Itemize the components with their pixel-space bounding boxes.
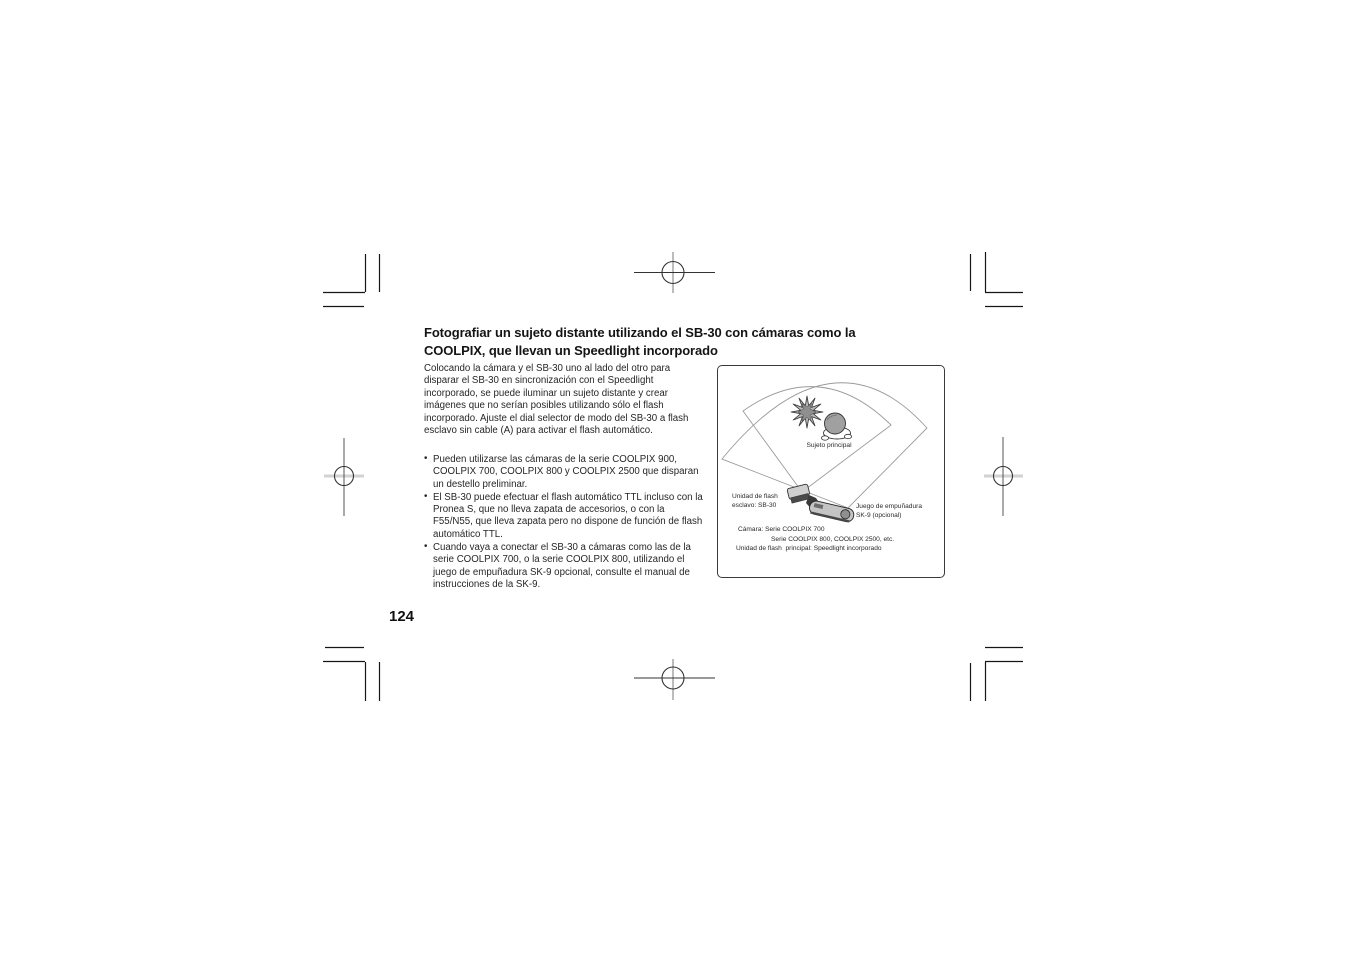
bullet-list [424, 454, 707, 592]
crop-mark-bottom-left [323, 648, 380, 702]
bullet-text: Cuando vaya a conectar el SB-30 a cámaras como las de la serie COOLPIX 700, o la serie COOLPIX 800, utilizando el juego de empuñadura SK-9 opcional, consulte el manual de instrucciones de la SK-9. [433, 542, 691, 590]
intro-paragraph: Colocando la cámara y el SB-30 uno al lado del otro para disparar el SB-30 en sincronización con el Speedlight incorporado, se puede iluminar un sujeto distante y crear imágenes que no serían posibles utilizando sólo el flash incorporado. Ajuste el dial selector de modo del SB-30 a flash esclavo sin cable (A) para activar el flash automático. [424, 363, 689, 437]
crop-mark-top-right [971, 252, 1024, 307]
bullet-text: El SB-30 puede efectuar el flash automático TTL incluso con la Pronea S, que no lleva zapata de accesorios, o con la F55/N55, que lleva zapata pero no dispone de función de flash automático TTL. [433, 491, 703, 540]
figure-label-slave-flash: Unidad de flash esclavo: SB-30 [732, 493, 778, 510]
bullet-icon: • [424, 453, 428, 464]
registration-mark-left-icon [324, 438, 364, 516]
subject-ball-icon [825, 413, 846, 434]
subject-foot-icon [821, 436, 828, 440]
list-item [424, 454, 707, 491]
page-title-line2: COOLPIX, que llevan un Speedlight incorporado [424, 342, 718, 358]
page-number: 124 [389, 608, 415, 625]
subject-foot-icon [844, 434, 851, 438]
bullet-text: Pueden utilizarse las cámaras de la serie COOLPIX 900, COOLPIX 700, COOLPIX 800 y COOLPIX 2500 que disparan un destello preliminar. [433, 454, 699, 490]
page-title [424, 324, 924, 359]
bullet-icon: • [424, 490, 428, 502]
registration-mark-top-icon [634, 252, 715, 293]
registration-mark-right-icon [984, 437, 1023, 516]
figure-box [717, 365, 945, 578]
list-item [424, 542, 707, 591]
list-item [424, 492, 707, 541]
figure-caption-camera-2: Serie COOLPIX 800, COOLPIX 2500, etc. [771, 535, 895, 543]
figure-caption-camera: Cámara: Serie COOLPIX 700 [738, 526, 825, 533]
crop-mark-bottom-right [971, 648, 1024, 702]
figure-label-subject: Sujeto principal [806, 442, 852, 449]
page-title-line1: Fotografiar un sujeto distante utilizando el SB-30 con cámaras como la [424, 325, 856, 340]
figure-label-grip: Juego de empuñadura SK-9 (opcional) [856, 503, 922, 520]
figure-caption-main-flash: Unidad de flash principal: Speedlight incorporado [736, 545, 882, 552]
bullet-icon: • [424, 541, 428, 553]
registration-mark-bottom-icon [634, 659, 715, 700]
crop-mark-top-left [323, 254, 380, 307]
coolpix-camera-icon [808, 500, 855, 523]
